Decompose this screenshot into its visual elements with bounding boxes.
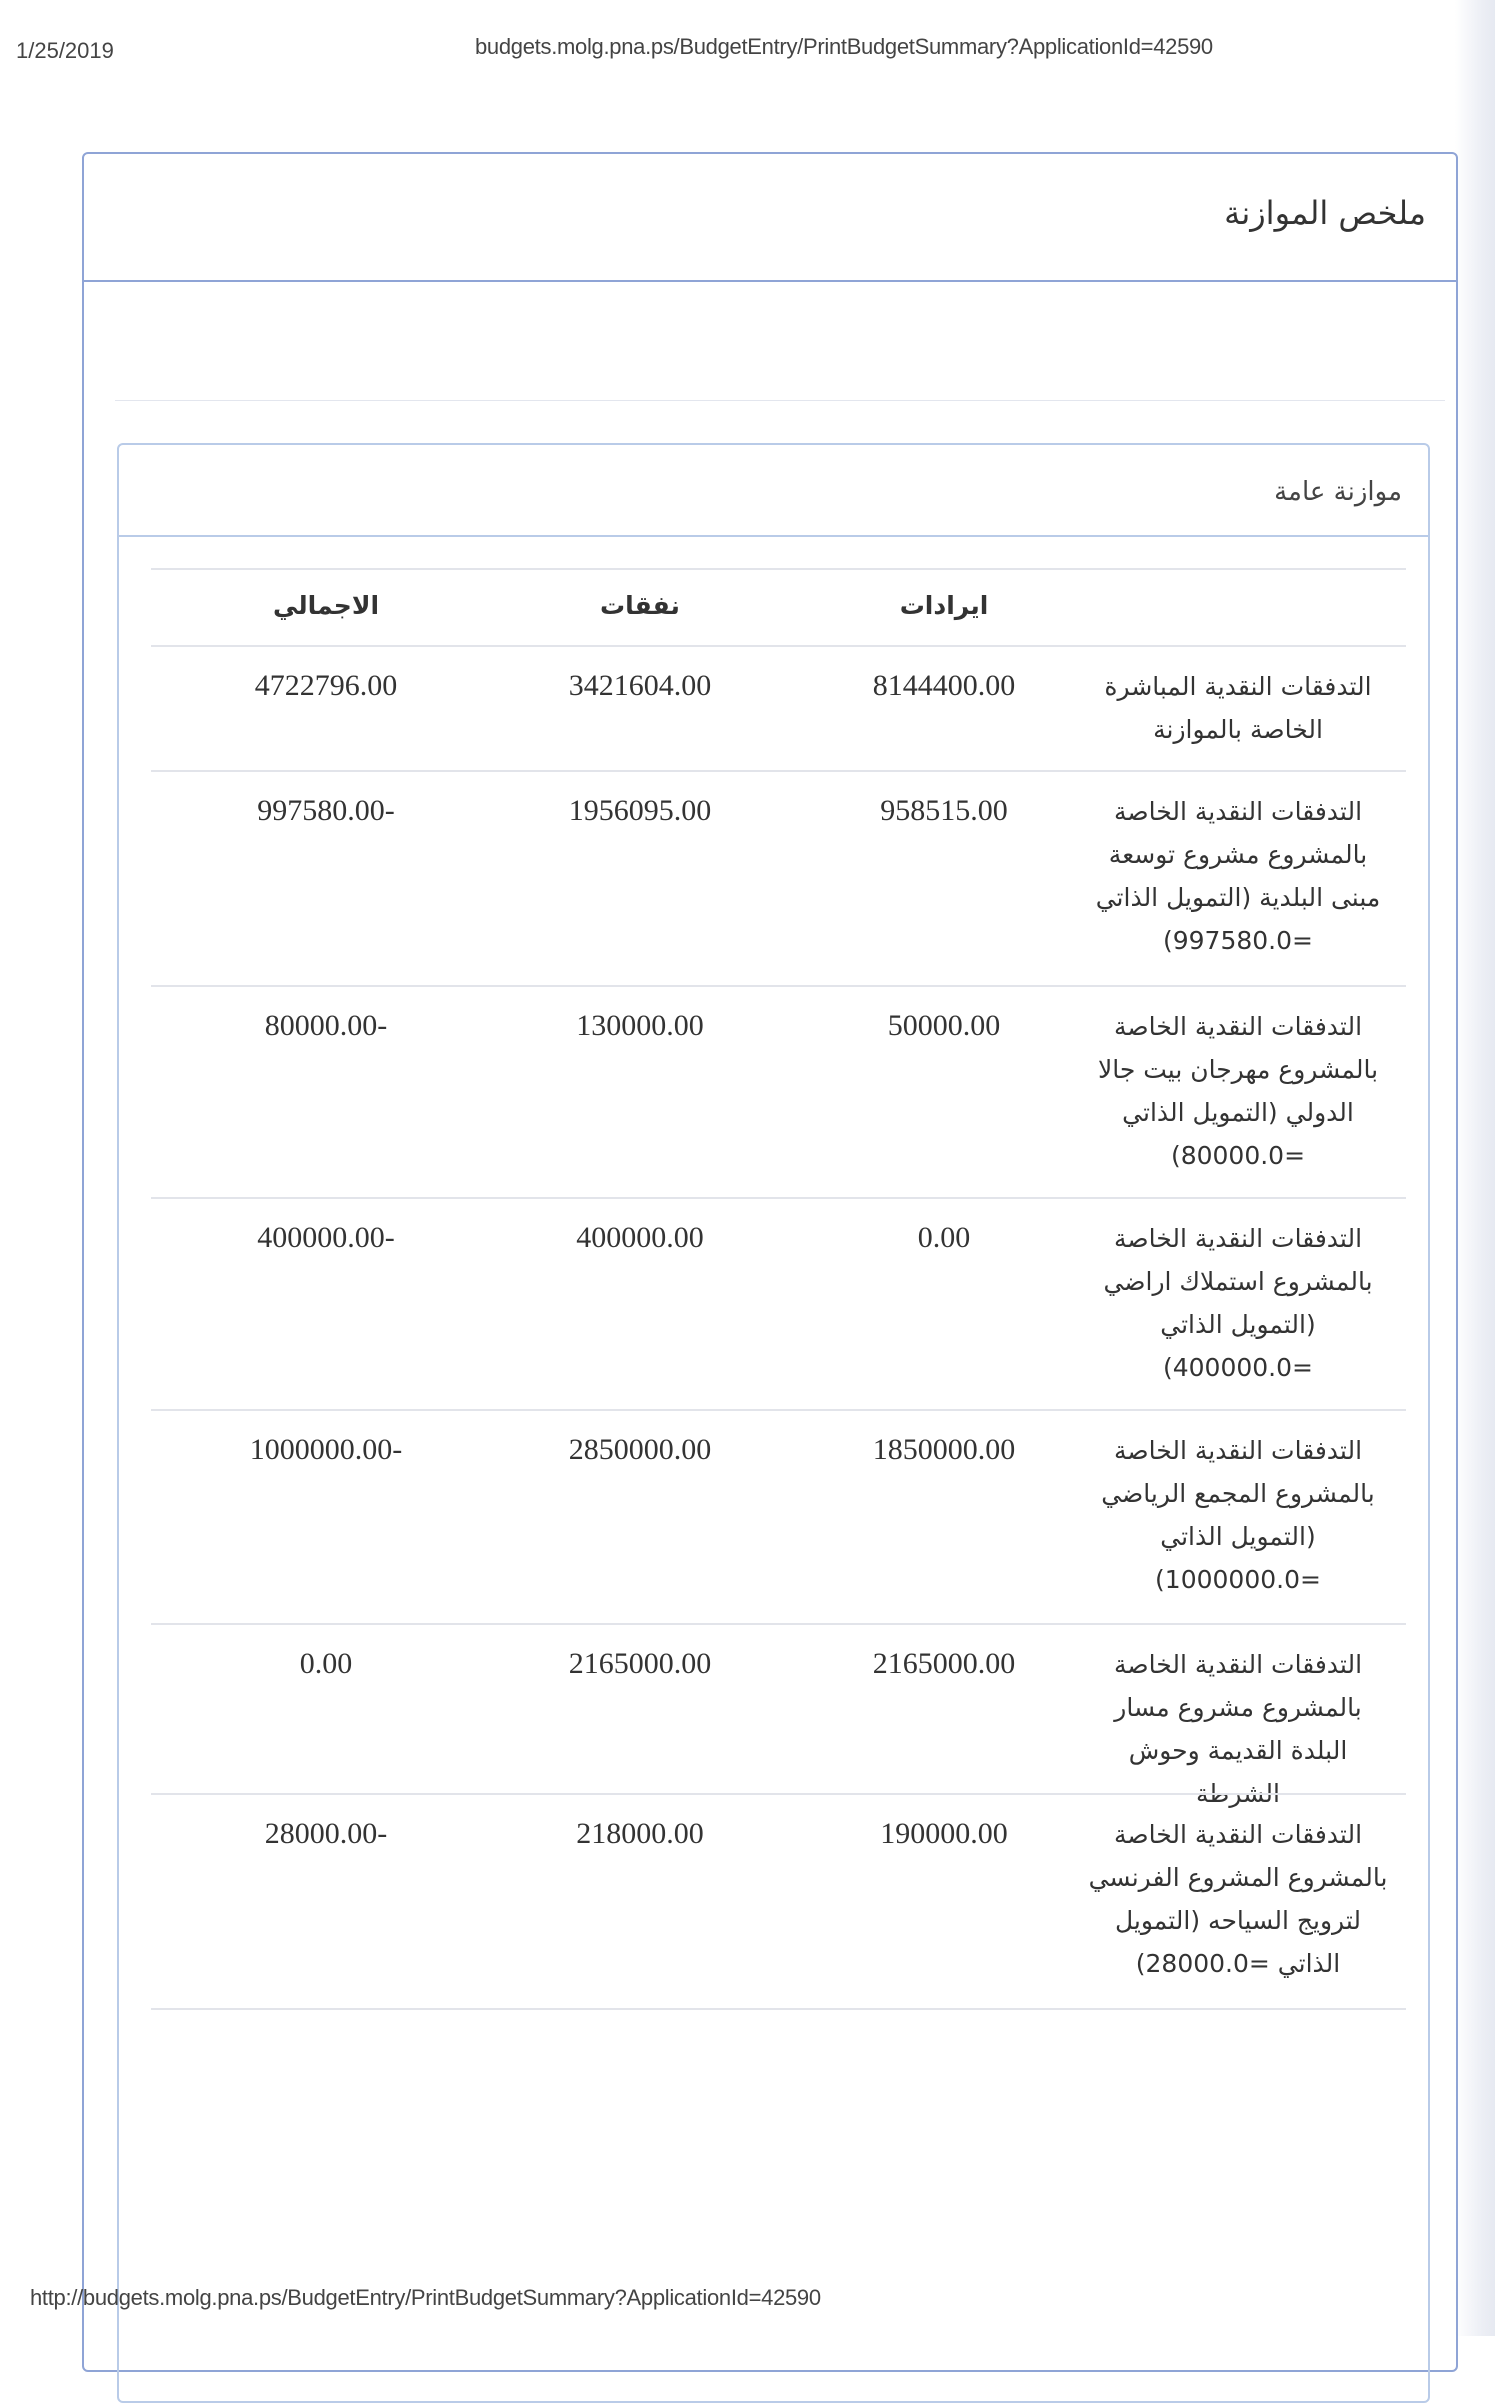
row-expenses: 2165000.00 <box>568 1647 712 1680</box>
print-footer-url: http://budgets.molg.pna.ps/BudgetEntry/PrintBudgetSummary?ApplicationId=42590 <box>30 2285 821 2310</box>
column-header-expenses: نفقات <box>600 591 680 620</box>
row-revenues: 1850000.00 <box>872 1433 1016 1466</box>
row-total: 80000.00- <box>264 1009 388 1042</box>
row-expenses: 1956095.00 <box>568 794 712 827</box>
row-total: 28000.00- <box>264 1817 388 1850</box>
table-row <box>151 1411 1406 1623</box>
table-row <box>151 1795 1406 2007</box>
row-expenses: 2850000.00 <box>568 1433 712 1466</box>
row-expenses: 3421604.00 <box>568 669 712 702</box>
table-row <box>151 1199 1406 1409</box>
general-budget-panel <box>117 443 1430 2403</box>
row-total: 997580.00- <box>257 794 395 827</box>
section-divider <box>115 400 1445 401</box>
row-label: التدفقات النقدية الخاصة بالمشروع المجمع الرياضي (التمويل الذاتي =1000000.0) <box>1101 1436 1375 1594</box>
row-label: التدفقات النقدية الخاصة بالمشروع المشروع الفرنسي لترويج السياحه (التمويل الذاتي =28000.0) <box>1088 1820 1388 1978</box>
row-revenues: 0.00 <box>917 1221 971 1254</box>
table-row <box>151 647 1406 770</box>
row-revenues: 958515.00 <box>880 794 1008 827</box>
row-expenses: 130000.00 <box>576 1009 704 1042</box>
row-total: 1000000.00- <box>249 1433 403 1466</box>
table-row <box>151 987 1406 1197</box>
row-total: 400000.00- <box>257 1221 395 1254</box>
column-header-total: الاجمالي <box>272 591 380 620</box>
column-header-revenues: ايرادات <box>899 591 989 620</box>
row-total: 4722796.00 <box>254 669 398 702</box>
row-label: التدفقات النقدية المباشرة الخاصة بالموازنة <box>1104 672 1372 744</box>
row-revenues: 190000.00 <box>880 1817 1008 1850</box>
print-header-url: budgets.molg.pna.ps/BudgetEntry/PrintBudgetSummary?ApplicationId=42590 <box>475 34 1213 59</box>
page-title: ملخص الموازنة <box>1224 194 1426 232</box>
row-label: التدفقات النقدية الخاصة بالمشروع مشروع توسعة مبنى البلدية (التمويل الذاتي =997580.0) <box>1095 797 1381 955</box>
row-revenues: 50000.00 <box>887 1009 1001 1042</box>
table-row <box>151 1625 1406 1808</box>
table-top-border <box>151 568 1406 570</box>
scan-edge-shadow <box>1455 0 1495 2336</box>
table-row <box>151 772 1406 985</box>
section-title: موازنة عامة <box>1274 477 1402 507</box>
table-bottom-border <box>151 2008 1406 2010</box>
row-total: 0.00 <box>299 1647 353 1680</box>
row-expenses: 400000.00 <box>576 1221 704 1254</box>
panel-heading-divider <box>84 280 1456 282</box>
section-heading-divider <box>119 535 1428 537</box>
row-revenues: 8144400.00 <box>872 669 1016 702</box>
row-label: التدفقات النقدية الخاصة بالمشروع مشروع مسار البلدة القديمة وحوش الشرطة <box>1113 1650 1363 1808</box>
print-date: 1/25/2019 <box>16 38 114 63</box>
row-label: التدفقات النقدية الخاصة بالمشروع مهرجان بيت جالا الدولي (التمويل الذاتي =80000.0) <box>1097 1012 1379 1170</box>
row-expenses: 218000.00 <box>576 1817 704 1850</box>
row-revenues: 2165000.00 <box>872 1647 1016 1680</box>
row-label: التدفقات النقدية الخاصة بالمشروع استملاك اراضي (التمويل الذاتي =400000.0) <box>1103 1224 1373 1382</box>
